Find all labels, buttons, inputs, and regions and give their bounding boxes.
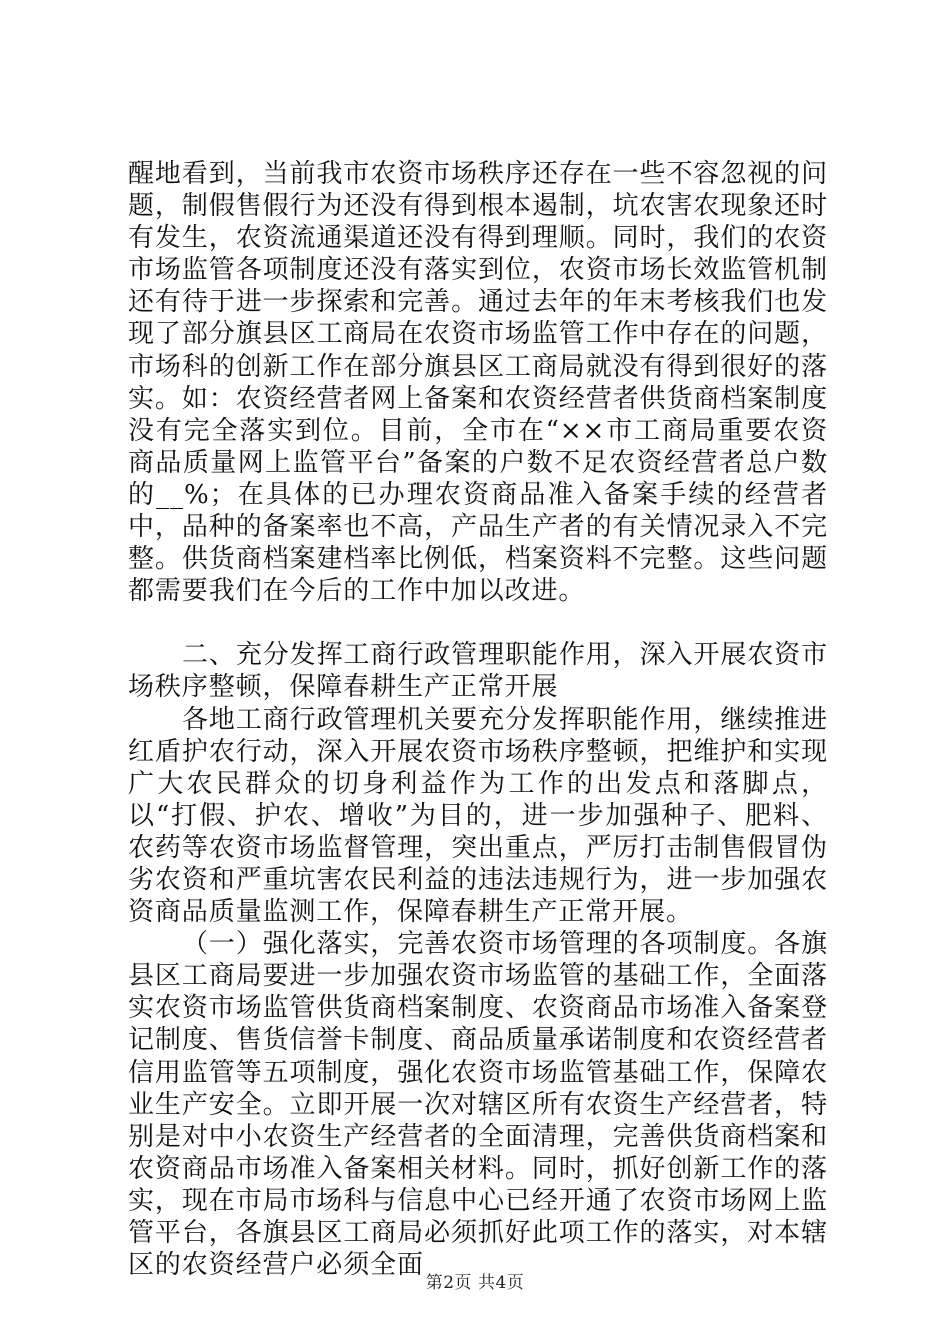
paragraph-subsection-one: （一）强化落实，完善农资市场管理的各项制度。各旗县区工商局要进一步加强农资市场监管的基础工作，全面落实农资市场监管供货商档案制度、农资商品市场准入备案登记制度、售货信誉卡制度、商品质量承诺制度和农资经营者信用监管等五项制度，强化农资市场监管基础工作，保障农业生产安全。立即开展一次对辖区所有农资生产经营者，特别是对中小农资生产经营者的全面清理，完善供货商档案和农资商品市场准入备案相关材料。同时，抓好创新工作的落实，现在市局市场科与信息中心已经开通了农资市场网上监管平台，各旗县区工商局必须抓好此项工作的落实，对本辖区的农资经营户必须全面 [128,929,828,1281]
page-number-footer: 第2页 共4页 [425,1273,525,1293]
document-body [128,158,828,1281]
paragraph-section-two-intro: 各地工商行政管理机关要充分发挥职能作用，继续推进红盾护农行动，深入开展农资市场秩序整顿，把维护和实现广大农民群众的切身利益作为工作的出发点和落脚点，以“打假、护农、增收”为目的，进一步加强种子、肥料、农药等农资市场监督管理，突出重点，严厉打击制售假冒伪劣农资和严重坑害农民利益的违法违规行为，进一步加强农资商品质量监测工作，保障春耕生产正常开展。 [128,704,828,928]
section-heading-two: 二、充分发挥工商行政管理职能作用，深入开展农资市场秩序整顿，保障春耕生产正常开展 [128,640,828,703]
paragraph-problems: 醒地看到，当前我市农资市场秩序还存在一些不容忽视的问题，制假售假行为还没有得到根本遏制，坑农害农现象还时有发生，农资流通渠道还没有得到理顺。同时，我们的农资市场监管各项制度还没有落实到位，农资市场长效监管机制还有待于进一步探索和完善。通过去年的年末考核我们也发现了部分旗县区工商局在农资市场监管工作中存在的问题，市场科的创新工作在部分旗县区工商局就没有得到很好的落实。如：农资经营者网上备案和农资经营者供货商档案制度没有完全落实到位。目前，全市在“××市工商局重要农资商品质量网上监管平台”备案的户数不足农资经营者总户数的__%；在具体的已办理农资商品准入备案手续的经营者中，品种的备案率也不高，产品生产者的有关情况录入不完整。供货商档案建档率比例低，档案资料不完整。这些问题都需要我们在今后的工作中加以改进。 [128,159,828,607]
